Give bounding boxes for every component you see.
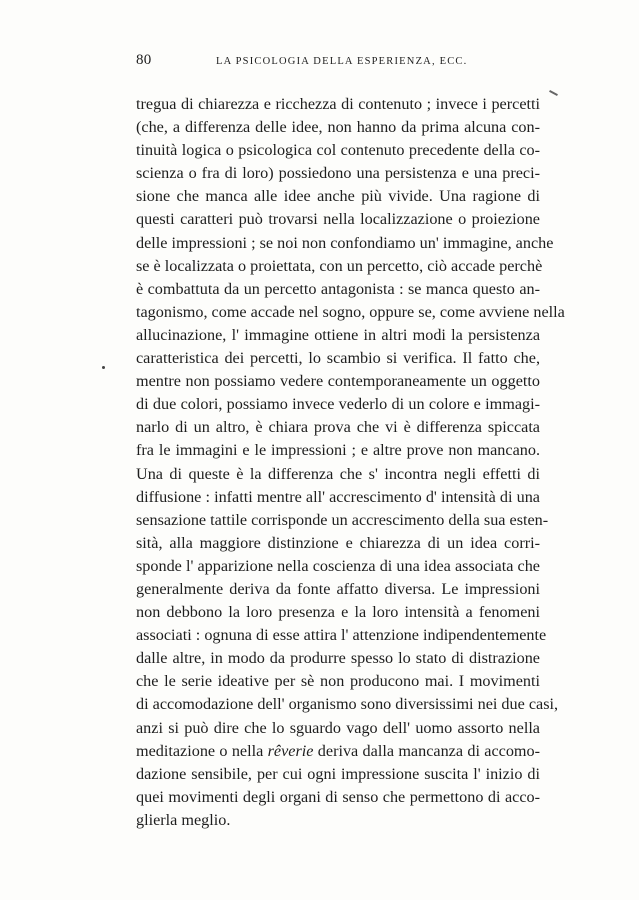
text-line: tinuità logica o psicologica col contenuto precedente della co- bbox=[136, 141, 540, 160]
text-line: mentre non possiamo vedere contemporaneamente un oggetto bbox=[136, 372, 540, 391]
text-line: se è localizzata o proiettata, con un percetto, ciò accade perchè bbox=[136, 256, 543, 275]
text-line: tregua di chiarezza e ricchezza di contenuto ; invece i percetti bbox=[136, 95, 540, 113]
text-line: associati : ognuna di esse attira l' attenzione indipendentemente bbox=[136, 626, 547, 645]
text-line: questi caratteri può trovarsi nella localizzazione o proiezione bbox=[136, 210, 540, 229]
text-line: di accomodazione dell' organismo sono diversissimi nei due casi, bbox=[136, 695, 559, 714]
margin-mark bbox=[549, 90, 558, 96]
text-line: Una di queste è la differenza che s' incontra negli effetti di bbox=[136, 464, 540, 483]
text-line: che le serie ideative per sè non producono mai. I movimenti bbox=[136, 672, 540, 691]
text-line: è combattuta da un percetto antagonista : se manca questo an- bbox=[136, 279, 540, 298]
text-line: glierla meglio. bbox=[136, 810, 231, 829]
italic-word: rêverie bbox=[267, 741, 314, 760]
text-line: fra le immagini e le impressioni ; e altre prove non mancano. bbox=[136, 441, 540, 460]
text-line: dazione sensibile, per cui ogni impressione suscita l' inizio di bbox=[136, 764, 540, 783]
text-line: delle impressioni ; se noi non confondiamo un' immagine, anche bbox=[136, 233, 554, 252]
text-line: meditazione o nella rêverie deriva dalla mancanza di accomo- bbox=[136, 741, 541, 760]
text-line: scienza o fra di loro) possiedono una persistenza e una preci- bbox=[136, 164, 540, 183]
text-line: sponde l' apparizione nella coscienza di una idea associata che bbox=[136, 556, 540, 575]
text-line: (che, a differenza delle idee, non hanno da prima alcuna con- bbox=[136, 118, 540, 137]
page-header bbox=[136, 52, 540, 72]
text-line: di due colori, possiamo invece vederlo di un colore e immagi- bbox=[136, 395, 540, 414]
text-line: quei movimenti degli organi di senso che permettono di acco- bbox=[136, 787, 540, 806]
text-line: tagonismo, come accade nel sogno, oppure se, come avviene nella bbox=[136, 302, 565, 321]
text-line: anzi si può dire che lo sguardo vago dell' uomo assorto nella bbox=[136, 718, 540, 737]
text-line: sensazione tattile corrisponde un accrescimento della sua esten- bbox=[136, 510, 549, 529]
page-number: 80 bbox=[136, 52, 152, 68]
text-line: sità, alla maggiore distinzione e chiarezza di un idea corri- bbox=[136, 533, 540, 552]
text-line: dalle altre, in modo da produrre spesso lo stato di distrazione bbox=[136, 649, 540, 668]
running-head: LA PSICOLOGIA DELLA ESPERIENZA, ECC. bbox=[216, 56, 468, 67]
text-line: diffusione : infatti mentre all' accrescimento d' intensità di una bbox=[136, 487, 540, 506]
text-line: allucinazione, l' immagine ottiene in altri modi la persistenza bbox=[136, 325, 540, 344]
margin-dot bbox=[102, 366, 105, 369]
text-line: generalmente deriva da fonte affatto diversa. Le impressioni bbox=[136, 579, 540, 598]
text-line: narlo di un altro, è chiara prova che vi è differenza spiccata bbox=[136, 418, 540, 437]
text-line: caratteristica dei percetti, lo scambio si verifica. Il fatto che, bbox=[136, 349, 540, 368]
text-line: sione che manca alle idee anche più vivide. Una ragione di bbox=[136, 187, 540, 206]
text-line: non debbono la loro presenza e la loro intensità a fenomeni bbox=[136, 603, 540, 622]
body-text bbox=[136, 93, 565, 832]
